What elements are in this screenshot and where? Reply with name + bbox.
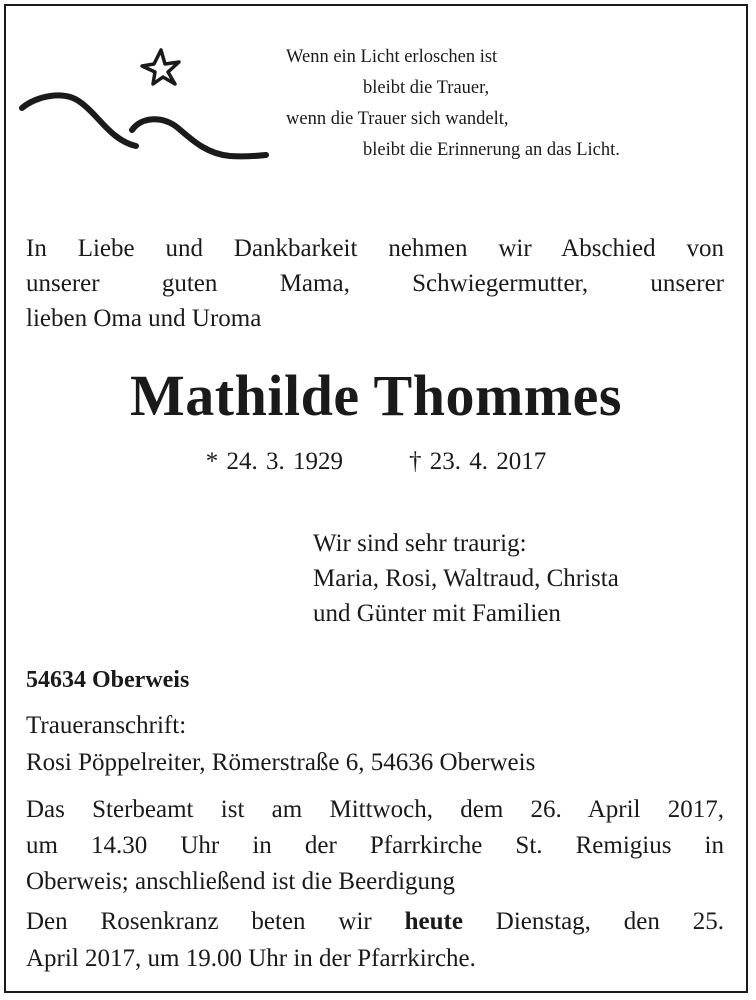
rosary-line — [26, 903, 724, 940]
deceased-name: Mathilde Thommes — [130, 363, 622, 428]
service-line: um 14.30 Uhr in der Pfarrkirche St. Remigius in — [26, 832, 724, 859]
mourners-signoff — [313, 526, 733, 631]
funeral-service-text — [26, 792, 724, 900]
poem — [286, 42, 736, 166]
intro-line: unserer guten Mama, Schwiegermutter, unserer — [26, 270, 724, 297]
life-dates — [0, 448, 752, 476]
wave-stroke-2 — [132, 119, 266, 156]
service-line: Das Sterbeamt ist am Mittwoch, dem 26. April 2017, — [26, 796, 724, 823]
birth-date: * 24. 3. 1929 — [205, 448, 343, 475]
intro-line: lieben Oma und Uroma — [26, 305, 262, 332]
rosary-line: April 2017, um 19.00 Uhr in der Pfarrkirche. — [26, 945, 476, 972]
rosary-text — [26, 903, 724, 977]
star-and-wave-ornament — [18, 44, 272, 168]
star-icon — [142, 50, 179, 84]
rosary-today-emphasis: heute — [404, 908, 463, 935]
service-line: Oberweis; anschließend ist die Beerdigung — [26, 868, 456, 895]
poem-line: bleibt die Trauer, — [363, 78, 490, 98]
signoff-line: Wir sind sehr traurig: — [313, 530, 527, 557]
poem-line: wenn die Trauer sich wandelt, — [286, 109, 509, 129]
intro-text — [26, 231, 724, 336]
mourning-address — [26, 707, 726, 781]
rosary-line-start: Den Rosenkranz beten wir — [26, 908, 405, 935]
address-label: Traueranschrift: — [26, 712, 187, 739]
place-heading: 54634 Oberweis — [26, 667, 190, 693]
signoff-line: und Günter mit Familien — [313, 600, 561, 627]
poem-line: bleibt die Erinnerung an das Licht. — [363, 140, 620, 160]
rosary-line-end: Dienstag, den 25. — [462, 908, 724, 935]
address-value: Rosi Pöppelreiter, Römerstraße 6, 54636 Oberweis — [26, 749, 536, 776]
death-date: † 23. 4. 2017 — [409, 448, 547, 475]
intro-line: In Liebe und Dankbarkeit nehmen wir Abschied von — [26, 235, 724, 262]
poem-line: Wenn ein Licht erloschen ist — [286, 47, 498, 67]
wave-stroke — [22, 95, 136, 146]
signoff-line: Maria, Rosi, Waltraud, Christa — [313, 565, 619, 592]
